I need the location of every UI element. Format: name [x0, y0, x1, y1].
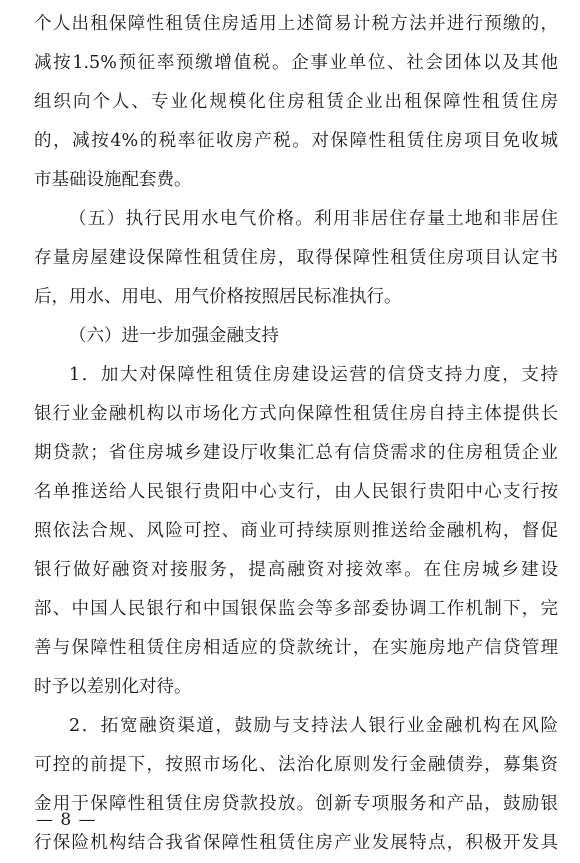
text-line: 减按1.5%预征率预缴增值税。企事业单位、社会团体以及其他	[34, 53, 558, 73]
text-line: 个人出租保障性租赁住房适用上述简易计税方法并进行预缴的，	[34, 14, 558, 34]
text-line: 存量房屋建设保障性租赁住房，取得保障性租赁住房项目认定书	[34, 248, 558, 268]
item-1-line: 1．加大对保障性租赁住房建设运营的信贷支持力度，支持	[69, 365, 558, 385]
section-six-heading: （六）进一步加强金融支持	[69, 326, 279, 346]
text-line: 的，减按4%的税率征收房产税。对保障性租赁住房项目免收城	[34, 131, 558, 151]
text-line: 行保险机构结合我省保障性租赁住房产业发展特点，积极开发具	[34, 833, 558, 853]
page-number: — 8 —	[36, 810, 97, 830]
text-line: 金用于保障性租赁住房贷款投放。创新专项服务和产品，鼓励银	[34, 794, 558, 814]
body-text	[34, 5, 558, 863]
text-line: 组织向个人、专业化规模化住房租赁企业出租保障性租赁住房	[34, 92, 558, 112]
section-five-line: （五）执行民用水电气价格。利用非居住存量土地和非居住	[69, 209, 558, 229]
text-line: 名单推送给人民银行贵阳中心支行，由人民银行贵阳中心支行按	[34, 482, 558, 502]
text-line: 时予以差别化对待。	[34, 677, 192, 697]
text-line: 照依法合规、风险可控、商业可持续原则推送给金融机构，督促	[34, 521, 558, 541]
text-line: 银行做好融资对接服务，提高融资对接效率。在住房城乡建设	[34, 560, 558, 580]
text-line: 市基础设施配套费。	[34, 170, 192, 190]
text-line: 银行业金融机构以市场化方式向保障性租赁住房自持主体提供长	[34, 404, 558, 424]
text-line: 部、中国人民银行和中国银保监会等多部委协调工作机制下，完	[34, 599, 558, 619]
text-line: 后，用水、用电、用气价格按照居民标准执行。	[34, 287, 402, 307]
text-line: 期贷款；省住房城乡建设厅收集汇总有信贷需求的住房租赁企业	[34, 443, 558, 463]
item-2-line: 2．拓宽融资渠道，鼓励与支持法人银行业金融机构在风险	[69, 716, 558, 736]
text-line: 可控的前提下，按照市场化、法治化原则发行金融债券，募集资	[34, 755, 558, 775]
text-line: 善与保障性租赁住房相适应的贷款统计，在实施房地产信贷管理	[34, 638, 558, 658]
